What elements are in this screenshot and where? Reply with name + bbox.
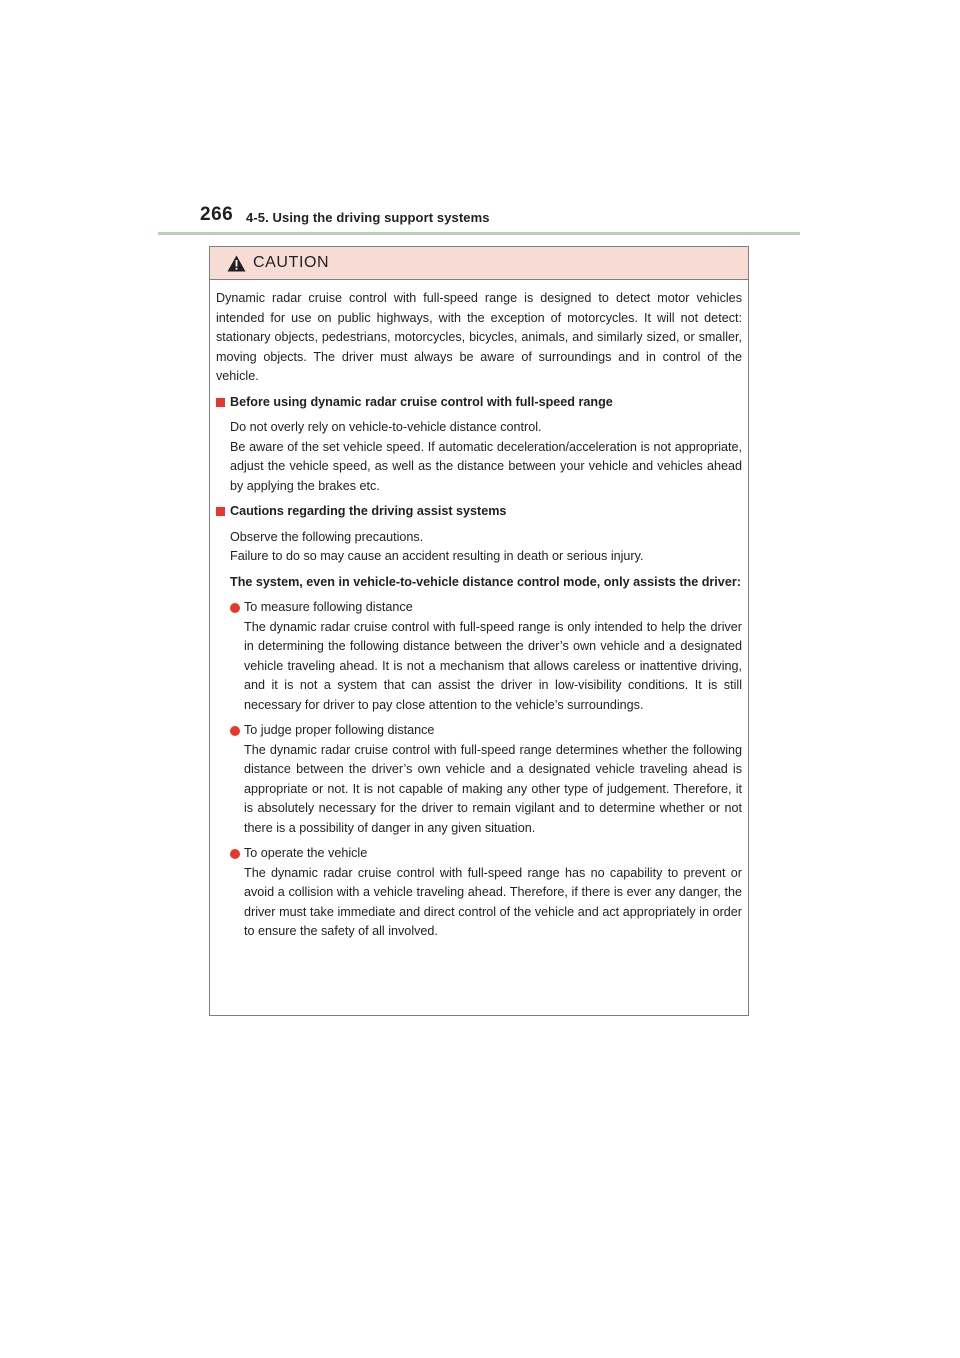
bullet-title: To operate the vehicle	[244, 846, 368, 860]
paragraph: Failure to do so may cause an accident resulting in death or serious injury.	[230, 549, 644, 563]
list-item	[230, 598, 742, 715]
bullet-text: The dynamic radar cruise control with full-speed range is only intended to help the driver in determining the following distance between the driver’s own vehicle and a designated vehicle traveling ahead. It is not a mechanism that allows careless or inattentive driving, and it is not a system that can assist the driver in low-visibility conditions. It is still necessary for driver to pay close attention to the vehicle’s surroundings.	[244, 619, 742, 712]
paragraph: Do not overly rely on vehicle-to-vehicle distance control.	[230, 420, 542, 434]
circle-bullet-icon	[230, 603, 240, 613]
subheading-before-using	[216, 393, 742, 413]
circle-bullet-icon	[230, 726, 240, 736]
list-item	[230, 844, 742, 942]
caution-title: CAUTION	[253, 254, 330, 271]
bullet-title: To measure following distance	[244, 600, 413, 614]
paragraph: Observe the following precautions.	[230, 529, 424, 544]
bullet-title: To judge proper following distance	[244, 723, 435, 737]
caution-intro: Dynamic radar cruise control with full-speed range is designed to detect motor vehicles intended for use on public highways, with the exception of motorcycles. It will not detect: stationary objects, pedestrians, motorcycles, bicycles, animals, and similarly sized, or smaller, moving objects. The driver must always be aware of surroundings and in control of the vehicle.	[216, 291, 742, 383]
section-cautions	[216, 528, 742, 942]
square-bullet-icon	[216, 398, 225, 407]
square-bullet-icon	[216, 507, 225, 516]
page-header	[200, 204, 800, 234]
header-divider	[158, 232, 800, 235]
caution-box	[209, 246, 749, 1016]
page-number: 266	[200, 204, 234, 225]
circle-bullet-icon	[230, 849, 240, 859]
caution-body	[210, 280, 748, 942]
caution-header	[210, 247, 748, 280]
section-before-using	[216, 418, 742, 502]
subheading-cautions	[216, 502, 742, 522]
list-item	[230, 721, 742, 838]
paragraph: Be aware of the set vehicle speed. If automatic deceleration/acceleration is not appropriate, adjust the vehicle speed, as well as the distance between your vehicle and vehicles ahead by applying the brakes etc.	[230, 439, 742, 493]
section-title: 4-5. Using the driving support systems	[246, 210, 490, 225]
warning-triangle-icon	[227, 255, 246, 272]
subheading-text: Before using dynamic radar cruise control with full-speed range	[230, 394, 613, 409]
bullet-text: The dynamic radar cruise control with full-speed range has no capability to prevent or avoid a collision with a vehicle traveling ahead. Therefore, if there is ever any danger, the driver must take immediate and direct control of the vehicle and act appropriately in order to ensure the safety of all involved.	[244, 865, 742, 938]
bold-paragraph: The system, even in vehicle-to-vehicle distance control mode, only assists the driver:	[230, 574, 741, 589]
bullet-text: The dynamic radar cruise control with full-speed range determines whether the following distance between the driver’s own vehicle and a designated vehicle traveling ahead is appropriate or not. It is not capable of making any other type of judgement. Therefore, it is absolutely necessary for the driver to remain vigilant and to determine whether or not there is a possibility of danger in any given situation.	[244, 742, 742, 835]
subheading-text: Cautions regarding the driving assist systems	[230, 504, 507, 518]
